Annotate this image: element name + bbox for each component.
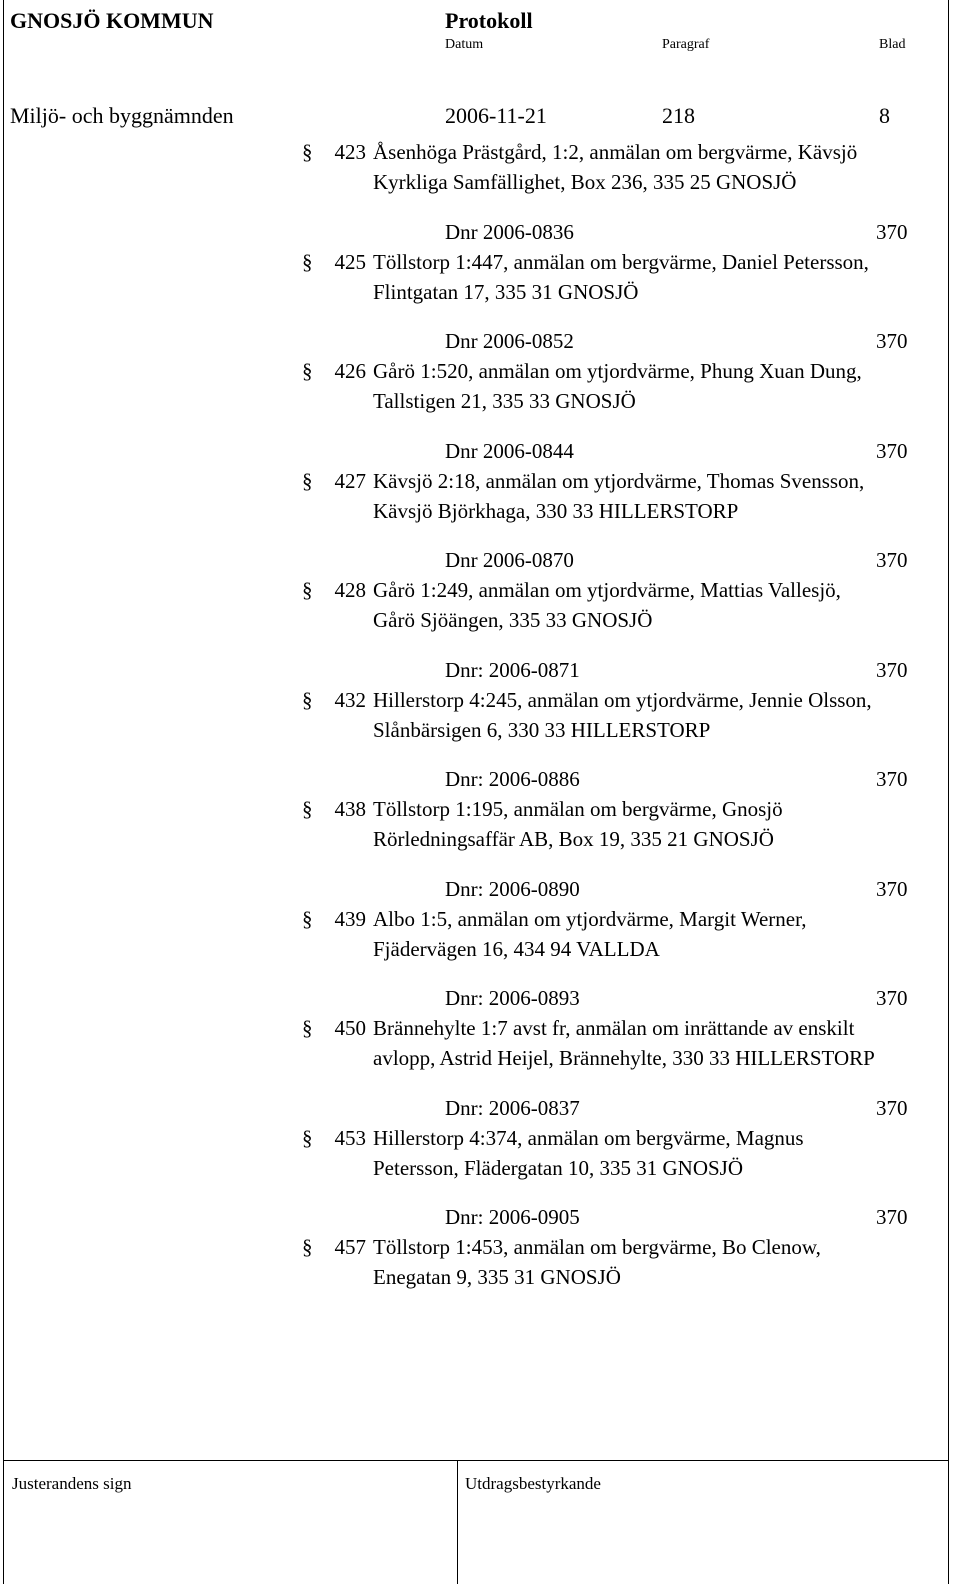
- signer-label: Justerandens sign: [12, 1474, 132, 1493]
- entry-code: 370: [876, 548, 908, 572]
- column-label-paragraph: Paragraf: [662, 37, 710, 52]
- entry-paragraph: [302, 469, 366, 494]
- footer-separator: [457, 1460, 458, 1584]
- entry-code: 370: [876, 986, 908, 1010]
- entry-paragraph: [302, 907, 366, 932]
- entry-code: 370: [876, 658, 908, 682]
- entry-paragraph-number: 425: [334, 250, 366, 274]
- page-number: 8: [879, 103, 890, 128]
- entry-dnr: Dnr: 2006-0886: [445, 767, 580, 791]
- section-sign-icon: §: [302, 1126, 313, 1150]
- section-sign-icon: §: [302, 907, 313, 931]
- entry-dnr: Dnr 2006-0870: [445, 548, 574, 572]
- entry-title-line-1: Albo 1:5, anmälan om ytjordvärme, Margit Werner,: [373, 907, 807, 931]
- decision-entry: [0, 986, 960, 1096]
- entry-title-line-1: Kävsjö 2:18, anmälan om ytjordvärme, Thomas Svensson,: [373, 469, 865, 493]
- entry-title-line-1: Åsenhöga Prästgård, 1:2, anmälan om bergvärme, Kävsjö: [373, 140, 858, 164]
- decision-entry: [0, 1096, 960, 1206]
- entry-dnr: Dnr: 2006-0871: [445, 658, 580, 682]
- decision-entry: [0, 220, 960, 330]
- section-sign-icon: §: [302, 250, 313, 274]
- entry-title-line-2: Kyrkliga Samfällighet, Box 236, 335 25 GNOSJÖ: [373, 170, 797, 194]
- entry-dnr: Dnr 2006-0844: [445, 439, 574, 463]
- decision-entry: [0, 329, 960, 439]
- entry-dnr: Dnr 2006-0852: [445, 329, 574, 353]
- entry-title-line-1: Töllstorp 1:195, anmälan om bergvärme, Gnosjö: [373, 797, 783, 821]
- entry-title-line-1: Hillerstorp 4:245, anmälan om ytjordvärme, Jennie Olsson,: [373, 688, 872, 712]
- decision-entry: [0, 548, 960, 658]
- decision-entry: [0, 767, 960, 877]
- entry-title-line-1: Gårö 1:520, anmälan om ytjordvärme, Phung Xuan Dung,: [373, 359, 862, 383]
- entry-paragraph: [302, 578, 366, 603]
- entry-title-line-1: Hillerstorp 4:374, anmälan om bergvärme, Magnus: [373, 1126, 804, 1150]
- entry-paragraph: [302, 250, 366, 275]
- entry-paragraph-number: 426: [334, 359, 366, 383]
- entry-paragraph: [302, 1126, 366, 1151]
- entry-code: 370: [876, 220, 908, 244]
- meeting-paragraph: 218: [662, 103, 695, 128]
- entry-paragraph: [302, 140, 366, 165]
- organization-name: GNOSJÖ KOMMUN: [10, 8, 214, 33]
- entry-code: 370: [876, 1205, 908, 1229]
- entry-dnr: Dnr: 2006-0837: [445, 1096, 580, 1120]
- certification-label: Utdragsbestyrkande: [465, 1474, 601, 1493]
- entry-paragraph: [302, 1235, 366, 1260]
- section-sign-icon: §: [302, 1016, 313, 1040]
- decision-entry: [0, 658, 960, 768]
- entry-dnr: Dnr: 2006-0905: [445, 1205, 580, 1229]
- decision-entry: [0, 110, 960, 220]
- entry-title-line-2: avlopp, Astrid Heijel, Brännehylte, 330 33 HILLERSTORP: [373, 1046, 875, 1070]
- entry-title-line-2: Kävsjö Björkhaga, 330 33 HILLERSTORP: [373, 499, 739, 523]
- entry-paragraph-number: 439: [334, 907, 366, 931]
- footer-divider: [3, 1460, 949, 1461]
- entry-paragraph: [302, 797, 366, 822]
- entry-dnr: Dnr 2006-0836: [445, 220, 574, 244]
- column-label-date: Datum: [445, 37, 484, 52]
- entry-paragraph: [302, 688, 366, 713]
- entry-title-line-2: Tallstigen 21, 335 33 GNOSJÖ: [373, 389, 636, 413]
- decision-entry: [0, 877, 960, 987]
- entry-paragraph: [302, 359, 366, 384]
- entry-paragraph-number: 450: [334, 1016, 366, 1040]
- entry-title-line-1: Brännehylte 1:7 avst fr, anmälan om inrättande av enskilt: [373, 1016, 855, 1040]
- entry-paragraph: [302, 1016, 366, 1041]
- section-sign-icon: §: [302, 469, 313, 493]
- committee-name: Miljö- och byggnämnden: [10, 103, 234, 128]
- entry-paragraph-number: 438: [334, 797, 366, 821]
- section-sign-icon: §: [302, 797, 313, 821]
- section-sign-icon: §: [302, 688, 313, 712]
- meeting-date: 2006-11-21: [445, 103, 547, 128]
- entry-title-line-2: Slånbärsigen 6, 330 33 HILLERSTORP: [373, 718, 711, 742]
- document-type: Protokoll: [445, 8, 533, 33]
- decision-entry: [0, 439, 960, 549]
- entry-title-line-2: Petersson, Flädergatan 10, 335 31 GNOSJÖ: [373, 1156, 744, 1180]
- entry-title-line-2: Flintgatan 17, 335 31 GNOSJÖ: [373, 280, 639, 304]
- entry-title-line-1: Gårö 1:249, anmälan om ytjordvärme, Mattias Vallesjö,: [373, 578, 841, 602]
- entry-dnr: Dnr: 2006-0890: [445, 877, 580, 901]
- section-sign-icon: §: [302, 140, 313, 164]
- entry-dnr: Dnr: 2006-0893: [445, 986, 580, 1010]
- entry-title-line-1: Töllstorp 1:453, anmälan om bergvärme, Bo Clenow,: [373, 1235, 821, 1259]
- entry-title-line-2: Rörledningsaffär AB, Box 19, 335 21 GNOSJÖ: [373, 827, 774, 851]
- entry-paragraph-number: 432: [334, 688, 366, 712]
- entry-title-line-2: Enegatan 9, 335 31 GNOSJÖ: [373, 1265, 621, 1289]
- entry-title-line-2: Fjädervägen 16, 434 94 VALLDA: [373, 937, 660, 961]
- entry-title-line-1: Töllstorp 1:447, anmälan om bergvärme, Daniel Petersson,: [373, 250, 869, 274]
- entry-code: 370: [876, 1096, 908, 1120]
- entry-code: 370: [876, 439, 908, 463]
- entry-paragraph-number: 428: [334, 578, 366, 602]
- section-sign-icon: §: [302, 578, 313, 602]
- entry-paragraph-number: 423: [334, 140, 366, 164]
- decision-entry: [0, 1205, 960, 1315]
- entry-code: 370: [876, 329, 908, 353]
- entry-paragraph-number: 457: [334, 1235, 366, 1259]
- column-label-page: Blad: [879, 37, 906, 52]
- entry-paragraph-number: 427: [334, 469, 366, 493]
- entry-code: 370: [876, 877, 908, 901]
- section-sign-icon: §: [302, 359, 313, 383]
- entry-title-line-2: Gårö Sjöängen, 335 33 GNOSJÖ: [373, 608, 653, 632]
- entry-paragraph-number: 453: [334, 1126, 366, 1150]
- entry-code: 370: [876, 767, 908, 791]
- section-sign-icon: §: [302, 1235, 313, 1259]
